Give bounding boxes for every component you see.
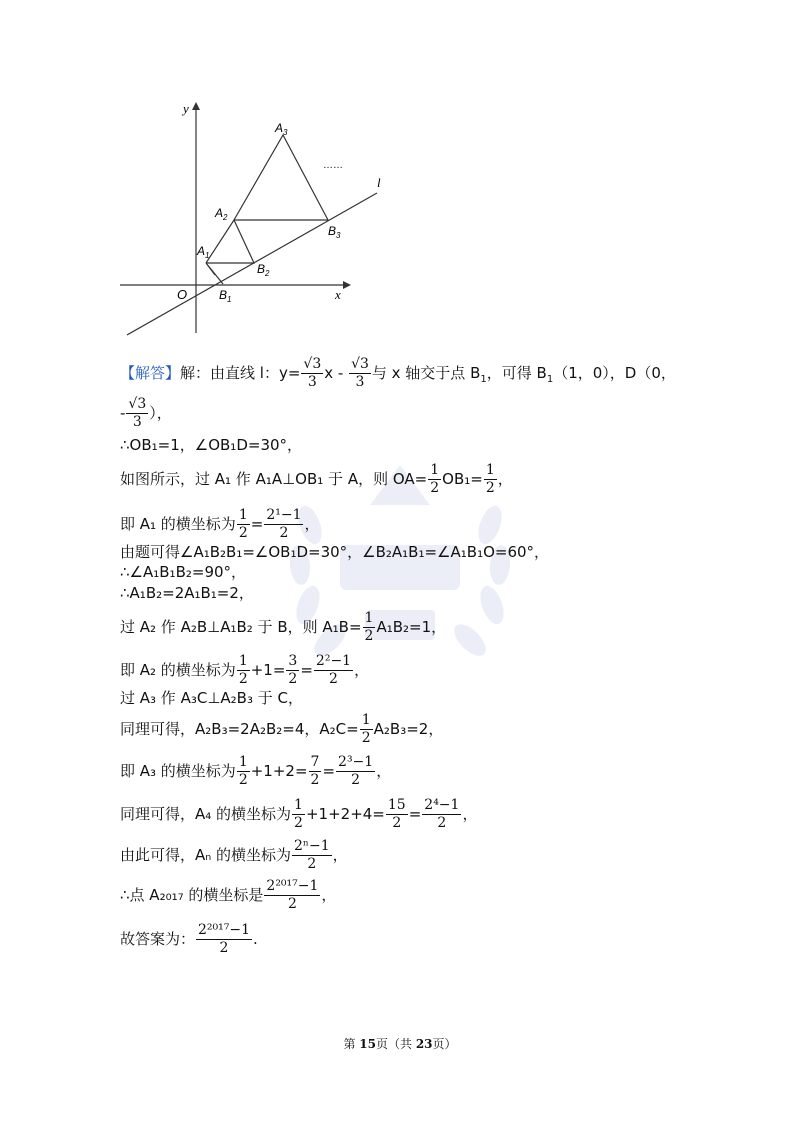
fraction: $\frac{1}{2}$ — [294, 797, 303, 831]
x-label: x — [335, 287, 341, 302]
solution-line-11: 过 A₃ 作 A₃C⊥A₂B₃ 于 C， — [120, 689, 303, 707]
x-axis-arrow — [343, 281, 351, 289]
solution-line-16: ∴点 A₂₀₁₇ 的横坐标是 $\frac{\text{2²⁰¹⁷−1}}{2}$ ， — [120, 878, 337, 912]
fraction: $\frac{7}{2}$ — [310, 754, 320, 788]
fraction: $\frac{\text{2¹−1}}{2}$ — [266, 507, 302, 541]
fraction: $\frac{\text{2ⁿ−1}}{2}$ — [294, 838, 330, 872]
solution-line-6: 由题可得∠A₁B₂B₁=∠OB₁D=30°，∠B₂A₁B₁=∠A₁B₁O=60°， — [120, 543, 550, 561]
solution-line-1: 【解答】解：由直线 l：y= $\frac{√3}{3}$ x - $\frac{√3}{3}$ 与 x 轴交于点 $B_1$，可得 $B_1(1$，0），D（0， — [120, 356, 676, 390]
fraction: $\frac{\text{2³−1}}{2}$ — [338, 754, 374, 788]
fraction: $\frac{\text{2²⁰¹⁷−1}}{2}$ — [198, 922, 251, 956]
fraction: $\frac{√3}{3}$ — [351, 356, 369, 390]
solution-line-3: ∴OB₁=1，∠OB₁D=30°， — [120, 436, 303, 454]
label-A2: $A_2$ — [215, 206, 228, 222]
solution-line-8: ∴A₁B₂=2A₁B₁=2， — [120, 584, 254, 602]
triangle-1 — [206, 263, 223, 284]
fraction: $\frac{1}{2}$ — [485, 462, 495, 496]
solution-line-14: 同理可得，A₄ 的横坐标为 $\frac{1}{2}$ +1+2+4= $\frac{15}{2}$ = $\frac{\text{2⁴−1}}{2}$ ， — [120, 797, 478, 831]
fraction: $\frac{√3}{3}$ — [303, 356, 322, 390]
origin-label: O — [177, 287, 188, 302]
fraction: $\frac{1}{2}$ — [238, 754, 248, 788]
solution-line-5: 即 A₁ 的横坐标为 $\frac{1}{2}$ = $\frac{\text{2¹−1}}{2}$ ， — [120, 507, 320, 541]
fraction: $\frac{3}{2}$ — [288, 653, 298, 687]
label-A3: $A_3$ — [275, 121, 288, 137]
fraction: $\frac{15}{2}$ — [387, 797, 406, 831]
label-A1: $A_1$ — [197, 244, 210, 260]
fraction: $\frac{1}{2}$ — [361, 712, 371, 746]
label-B3: $B_3$ — [328, 224, 341, 240]
page-number: 15 — [359, 1037, 376, 1051]
fraction: $\frac{1}{2}$ — [238, 507, 248, 541]
solution-line-17: 故答案为： $\frac{\text{2²⁰¹⁷−1}}{2}$ . — [120, 922, 258, 956]
fraction: $\frac{\text{2²−1}}{2}$ — [315, 653, 352, 687]
label-B1: $B_1$ — [219, 288, 232, 304]
l-label: l — [377, 175, 381, 190]
fraction: $\frac{1}{2}$ — [238, 653, 248, 687]
fraction: $\frac{1}{2}$ — [430, 462, 440, 496]
solution-line-2: - $\frac{√3}{3}$ ）， — [120, 396, 172, 430]
y-axis-arrow — [192, 102, 200, 110]
solution-line-7: ∴∠A₁B₁B₂=90°， — [120, 563, 247, 581]
solution-line-15: 由此可得，Aₙ 的横坐标为 $\frac{\text{2ⁿ−1}}{2}$ ， — [120, 838, 348, 872]
triangle-3 — [234, 135, 328, 220]
solution-tag: 【解答】 — [120, 364, 181, 382]
triangle-2 — [206, 220, 254, 263]
solution-line-12: 同理可得，A₂B₃=2A₂B₂=4，A₂C= $\frac{1}{2}$ A₂B₃=2， — [120, 712, 444, 746]
label-B2: $B_2$ — [257, 262, 270, 278]
y-label: y — [183, 101, 189, 116]
total-pages: 23 — [415, 1037, 433, 1051]
fraction: $\frac{1}{2}$ — [364, 610, 374, 644]
geometry-figure — [115, 95, 395, 340]
fraction: $\frac{\text{2²⁰¹⁷−1}}{2}$ — [266, 878, 319, 912]
solution-line-13: 即 A₃ 的横坐标为 $\frac{1}{2}$ +1+2= $\frac{7}{2}$ = $\frac{\text{2³−1}}{2}$ ， — [120, 754, 392, 788]
line-l — [127, 193, 377, 335]
dots-label: …… — [323, 160, 343, 171]
solution-line-4: 如图所示，过 A₁ 作 A₁A⊥OB₁ 于 A，则 OA= $\frac{1}{2}$ OB₁= $\frac{1}{2}$ ， — [120, 462, 513, 496]
solution-line-9: 过 A₂ 作 A₂B⊥A₁B₂ 于 B，则 A₁B= $\frac{1}{2}$ A₁B₂=1， — [120, 610, 447, 644]
fraction: $\frac{\text{2⁴−1}}{2}$ — [424, 797, 460, 831]
page-footer: 第 15页（共 23页） — [343, 1037, 457, 1051]
fraction: $\frac{√3}{3}$ — [128, 396, 147, 430]
solution-line-10: 即 A₂ 的横坐标为 $\frac{1}{2}$ +1= $\frac{3}{2}$ = $\frac{\text{2²−1}}{2}$ ， — [120, 653, 370, 687]
